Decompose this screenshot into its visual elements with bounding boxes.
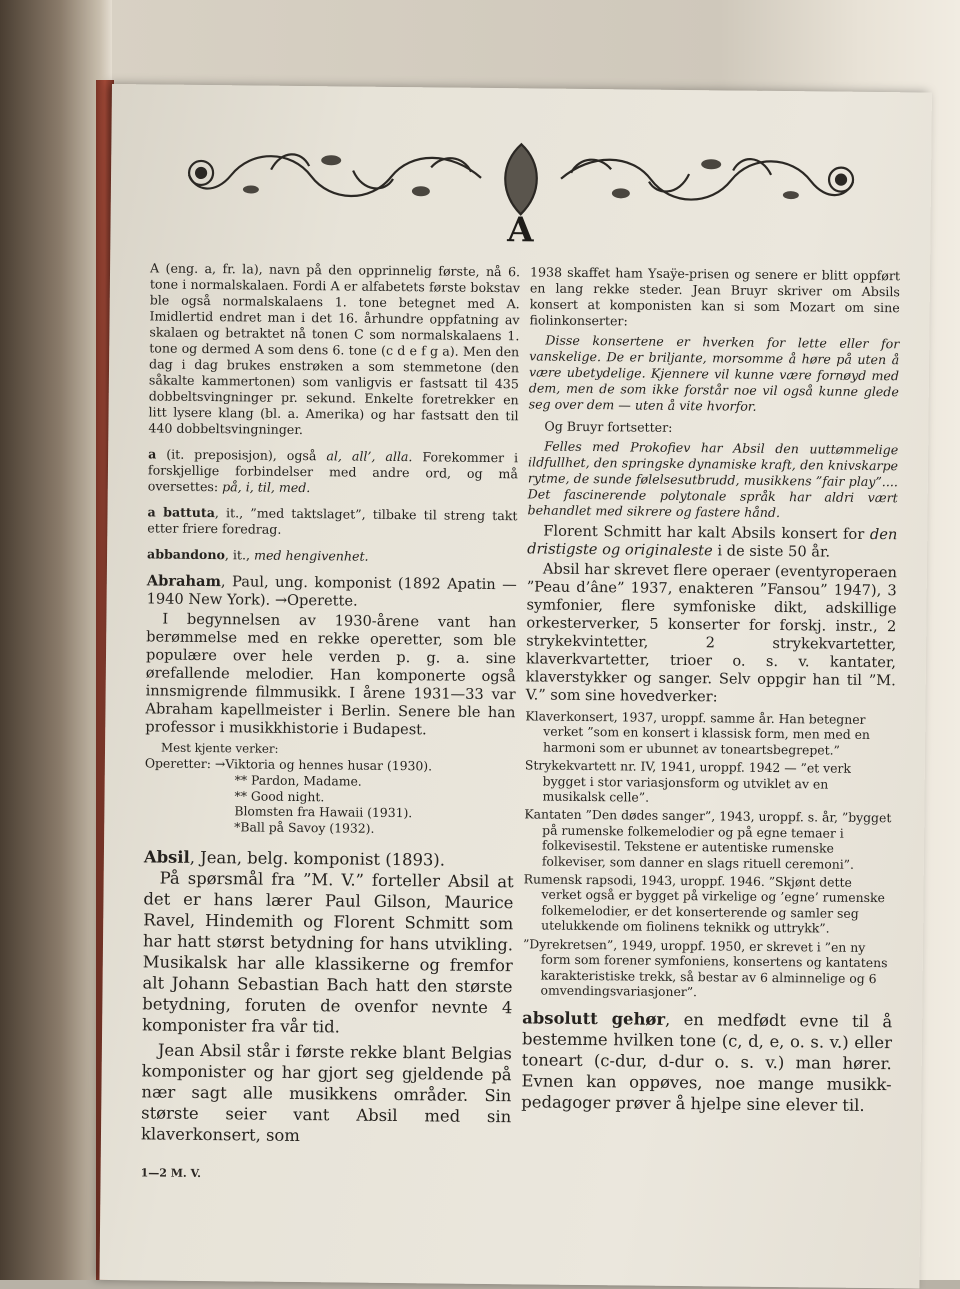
list-item: ”Dyrekretsen”, 1949, uroppf. 1950, er skrevet i ”en ny form som forener symfoniens, konsertens og kantatens karakteristiske trekk, så bestar av 6 alminnelige og 6 omvendingsvariasjoner”. xyxy=(522,936,888,1000)
list-item: Strykekvartett nr. IV, 1941, uroppf. 1942 — ”et verk bygget i stor variasjonsform og utviklet av en musikalsk celle”. xyxy=(524,757,851,805)
abraham-work-list xyxy=(144,755,515,838)
entry-head: a battuta xyxy=(147,504,216,521)
entry-text: , Jean, belg. komponist (1893). xyxy=(189,847,446,870)
absil-operas: Absil har skrevet flere operaer (eventyroperaen ”Peau d’âne” 1937, enakteren ”Fansou” 1947), 3 symfonier, flere symfoniske dikt, adskillige orkesterverker, 5 konserter for forskj. instr., 2 strykekvintetter, 2 strykekvartetter, klaverkvartetter, trioer o. s. v. kantater, klaverstykker og sanger. Selv oppgir han til ”M. V.” som sine hovedverker: xyxy=(525,560,898,706)
right-column xyxy=(521,264,900,1126)
entry-translation: med hengivenhet. xyxy=(253,547,369,564)
entry-translation: på, i, til, med. xyxy=(222,479,311,496)
entry-head: A xyxy=(149,260,160,276)
entry-a-battuta xyxy=(147,504,517,540)
entry-a-preposition xyxy=(148,446,518,498)
entry-text: , it., ”med taktslaget”, tilbake til streng takt etter friere foredrag. xyxy=(147,505,518,537)
list-item xyxy=(144,819,514,839)
list-item: Klaverkonsert, 1937, uroppf. samme år. Han betegner verket ”som en konsert i klassisk form, men med en harmoni som er ubunnet av toneartsbegrepet.” xyxy=(525,708,871,758)
work-title: ** Pardon, Madame. xyxy=(234,772,362,789)
entry-head: abbandono xyxy=(147,546,226,563)
text: i de siste 50 år. xyxy=(712,542,831,561)
book-page xyxy=(99,84,931,1289)
entry-text: Forekommer i forskjellige forbindelser med andre ord, og må oversettes: xyxy=(147,449,519,495)
entry-head: a xyxy=(148,446,157,462)
page-footer: 1—2 M. V. xyxy=(140,1166,202,1180)
entry-abraham xyxy=(147,572,517,612)
left-column xyxy=(141,260,520,1158)
entry-a xyxy=(148,260,520,440)
abraham-paragraph: I begynnelsen av 1930-årene vant han berømmelse med en rekke operetter, som ble populære over hele verden p. g. a. sine ørefallende melodier. Han komponerte også innsmigrende filmmusikk. I årene 1931—33 var Abraham kapellmeister i Berlin. Senere ble han professor i musikkhistorie i Budapest. xyxy=(145,610,517,739)
schmitt-quote xyxy=(527,522,897,562)
absil-paragraph-1: På spørsmål fra ”M. V.” forteller Absil at det er hans lærer Paul Gilson, Maurice Ravel, Hindemith og Florent Schmitt som har hatt størst betydning for hans utvikling. Musikalsk har alle klassikerne og fremfor alt Johann Sebastian Bach hatt den største betydning, foruten de ovenfor nevnte 4 komponister fra vår tid. xyxy=(142,868,514,1037)
text-italic: den dristigste og originaleste xyxy=(527,525,898,560)
entry-head: absolutt gehør xyxy=(522,1008,666,1030)
entry-text: , en medfødt evne til å bestemme hvilken tone (c, d, e, o. s. v.) eller toneart (c-dur, d-dur o. s. v.) man hører. Evnen kan oppøves, noe mange musikk-pedagoger prøver å hjelpe sine elever til. xyxy=(521,1010,893,1116)
list-label: Operetter: xyxy=(144,755,212,772)
entry-text: , it., xyxy=(224,547,255,563)
section-letter: A xyxy=(507,210,534,251)
absil-paragraph-2: Jean Absil står i første rekke blant Belgias komponister og har gjort seg gjeldende på nær sagt alle musikkens områder. Sin største seier vant Absil med sin klaverkonsert, som xyxy=(140,1040,512,1146)
text: Florent Schmitt har kalt Absils konsert for xyxy=(543,522,871,543)
entry-absolutt-gehor xyxy=(521,1008,892,1117)
entry-text: , Paul, ung. komponist (1892 Apatin — 1940 New York). →Operette. xyxy=(146,573,517,610)
list-item: Rumensk rapsodi, 1943, uroppf. 1946. ”Skjønt dette verket også er bygget på virkelige og ’egne’ rumenske folkemelodier, er det konserterende og samler seg utelukkende om fiolinens teknikk og uttrykk”. xyxy=(523,871,885,936)
absil-main-works xyxy=(522,708,895,1001)
bruyr-continues: Og Bruyr fortsetter: xyxy=(544,418,673,435)
list-item: Kantaten ”Den dødes sanger”, 1943, uroppf. s. år, ”bygget på rumenske folkemelodier og på egne temaer i folkevisestil. Tekstene er autentiske rumenske folkeviser, som danner en slags rituell ceremoni”. xyxy=(524,806,892,872)
entry-head: Abraham xyxy=(146,572,222,591)
work-title: ** Good night. xyxy=(234,787,325,804)
entry-forms: al, all’, alla. xyxy=(326,448,413,465)
known-works-heading: Mest kjente verker: xyxy=(160,740,279,756)
entry-text: (eng. a, fr. la), navn på den opprinnelig første, nå 6. tone i normalskalaen. Fordi A er alfabetets første bokstav ble også normalskalaens 1. tone betegnet med A. Imidlertid endret man i det 16. århundre oppfatning av skalaen og betraktet nå tonen C som normalskalaens 1. tone og dermed A som dens 6. tone (c d e f g a). Men den dag i dag brukes enstrøken a som stemmetone (den såkalte kammertonen) som vanligvis er fastsatt til 435 dobbeltsvingninger pr. sekund. Enkelte foretrekker en litt lysere klang (bl. a. Amerika) og har fastsatt den til 440 dobbeltsvingninger. xyxy=(148,260,521,438)
entry-head: Absil xyxy=(143,847,190,867)
work-title: *Ball på Savoy (1932). xyxy=(234,819,375,836)
bruyr-quote-2: Felles med Prokofiev har Absil den uuttømmelige ildfullhet, den springske dynamiske kraft, den knivskarpe rytme, de sunde følelsesutbrudd, musikkens ”fair play”.... Det fascinerende polytonale språk har aldri vært behandlet med sikrere og fastere hånd. xyxy=(527,438,899,521)
entry-abbandono xyxy=(147,546,517,566)
entry-text: (it. preposisjon), også xyxy=(156,446,327,464)
work-title: Blomsten fra Hawaii (1931). xyxy=(234,803,413,821)
absil-continuation: 1938 skaffet ham Ysaÿe-prisen og senere er blitt oppført en lang rekke steder. Jean Bruyr skriver om Absils konsert at komponisten kan si som Mozart om sine fiolinkonserter: xyxy=(529,264,901,329)
bruyr-quote-1: Disse konsertene er hverken for lette eller for vanskelige. De er briljante, morsomme å høre på uten å være ubetydelige. Kjennere vil kunne være fornøyd med dem, men de som ikke forstår noe vil også kunne glede seg over dem — uten å vite hvorfor. xyxy=(528,332,900,414)
work-title: →Viktoria og hennes husar (1930). xyxy=(214,756,433,774)
